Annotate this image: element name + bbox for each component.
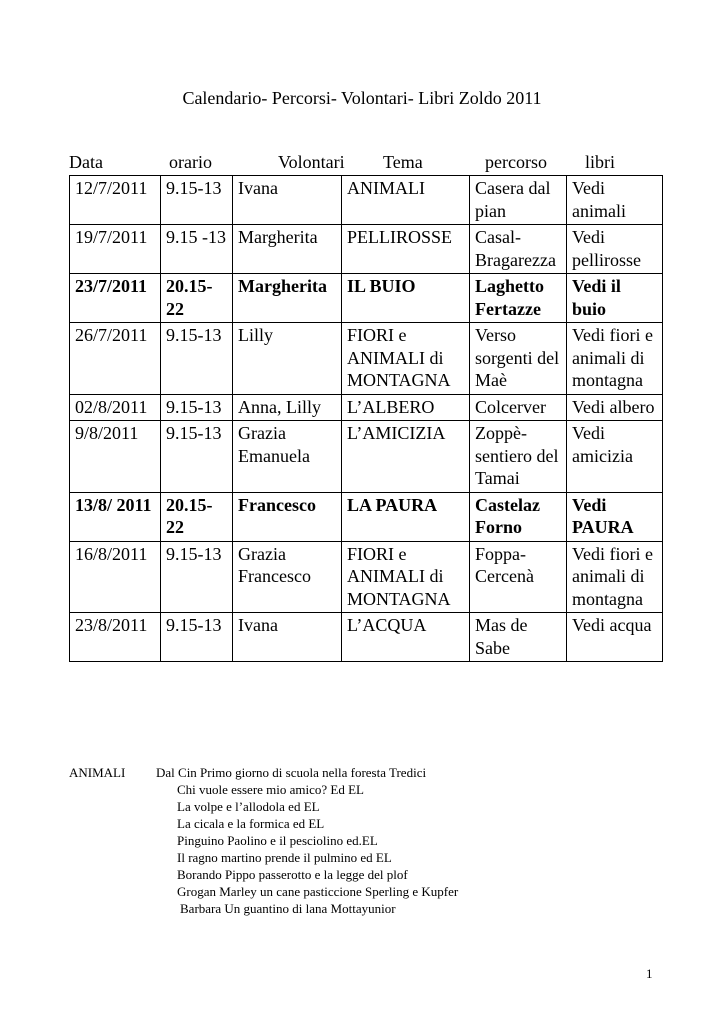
route-cell: Zoppè-sentiero del Tamai <box>470 421 567 493</box>
table-row <box>70 176 663 225</box>
volunteer-cell: Ivana <box>233 613 342 662</box>
schedule-table <box>69 175 663 662</box>
theme-cell: LA PAURA <box>342 492 470 541</box>
route-cell: Foppa-Cercenà <box>470 541 567 613</box>
books-cell: Vedi PAURA <box>567 492 663 541</box>
theme-cell: L’AMICIZIA <box>342 421 470 493</box>
route-cell: Verso sorgenti del Maè <box>470 323 567 395</box>
date-cell: 23/8/2011 <box>70 613 161 662</box>
table-row <box>70 492 663 541</box>
time-cell: 9.15-13 <box>161 613 233 662</box>
date-cell: 13/8/ 2011 <box>70 492 161 541</box>
books-cell: Vedi fiori e animali di montagna <box>567 541 663 613</box>
theme-cell: ANIMALI <box>342 176 470 225</box>
time-cell: 9.15-13 <box>161 323 233 395</box>
book-item: La volpe e l’allodola ed EL <box>177 799 320 814</box>
time-cell: 9.15-13 <box>161 421 233 493</box>
header-data: Data <box>69 152 103 172</box>
time-cell: 20.15-22 <box>161 274 233 323</box>
book-category: ANIMALI <box>69 765 126 780</box>
book-item: Il ragno martino prende il pulmino ed EL <box>177 850 392 865</box>
column-headers <box>0 152 724 176</box>
header-tema: Tema <box>383 152 423 172</box>
volunteer-cell: Lilly <box>233 323 342 395</box>
table-row <box>70 541 663 613</box>
page-number: 1 <box>646 966 653 981</box>
books-cell: Vedi amicizia <box>567 421 663 493</box>
table-row <box>70 225 663 274</box>
books-cell: Vedi fiori e animali di montagna <box>567 323 663 395</box>
header-volontari: Volontari <box>278 152 345 172</box>
volunteer-cell: Grazia Emanuela <box>233 421 342 493</box>
time-cell: 9.15-13 <box>161 541 233 613</box>
book-item: Pinguino Paolino e il pesciolino ed.EL <box>177 833 378 848</box>
theme-cell: L’ACQUA <box>342 613 470 662</box>
table-row <box>70 613 663 662</box>
table-row <box>70 274 663 323</box>
header-percorso: percorso <box>485 152 547 172</box>
table-row <box>70 421 663 493</box>
theme-cell: PELLIROSSE <box>342 225 470 274</box>
date-cell: 26/7/2011 <box>70 323 161 395</box>
books-cell: Vedi animali <box>567 176 663 225</box>
books-cell: Vedi albero <box>567 394 663 421</box>
date-cell: 12/7/2011 <box>70 176 161 225</box>
date-cell: 19/7/2011 <box>70 225 161 274</box>
table-row <box>70 394 663 421</box>
header-libri: libri <box>585 152 615 172</box>
volunteer-cell: Anna, Lilly <box>233 394 342 421</box>
route-cell: Casal-Bragarezza <box>470 225 567 274</box>
time-cell: 20.15-22 <box>161 492 233 541</box>
date-cell: 16/8/2011 <box>70 541 161 613</box>
date-cell: 02/8/2011 <box>70 394 161 421</box>
volunteer-cell: Margherita <box>233 274 342 323</box>
volunteer-cell: Francesco <box>233 492 342 541</box>
book-item: Chi vuole essere mio amico? Ed EL <box>177 782 365 797</box>
header-orario: orario <box>169 152 212 172</box>
volunteer-cell: Grazia Francesco <box>233 541 342 613</box>
theme-cell: FIORI e ANIMALI di MONTAGNA <box>342 323 470 395</box>
book-item: La cicala e la formica ed EL <box>177 816 325 831</box>
book-item: Dal Cin Primo giorno di scuola nella foresta Tredici <box>156 765 427 780</box>
book-item: Barbara Un guantino di lana Mottayunior <box>180 901 396 916</box>
theme-cell: IL BUIO <box>342 274 470 323</box>
date-cell: 23/7/2011 <box>70 274 161 323</box>
schedule-body <box>70 176 663 662</box>
table-row <box>70 323 663 395</box>
route-cell: Laghetto Fertazze <box>470 274 567 323</box>
time-cell: 9.15 -13 <box>161 225 233 274</box>
books-cell: Vedi pellirosse <box>567 225 663 274</box>
book-item: Grogan Marley un cane pasticcione Sperling e Kupfer <box>177 884 459 899</box>
page-title: Calendario- Percorsi- Volontari- Libri Zoldo 2011 <box>182 88 542 108</box>
book-item: Borando Pippo passerotto e la legge del plof <box>177 867 408 882</box>
time-cell: 9.15-13 <box>161 176 233 225</box>
route-cell: Colcerver <box>470 394 567 421</box>
theme-cell: L’ALBERO <box>342 394 470 421</box>
theme-cell: FIORI e ANIMALI di MONTAGNA <box>342 541 470 613</box>
route-cell: Mas de Sabe <box>470 613 567 662</box>
route-cell: Casera dal pian <box>470 176 567 225</box>
volunteer-cell: Ivana <box>233 176 342 225</box>
route-cell: Castelaz Forno <box>470 492 567 541</box>
books-cell: Vedi il buio <box>567 274 663 323</box>
time-cell: 9.15-13 <box>161 394 233 421</box>
date-cell: 9/8/2011 <box>70 421 161 493</box>
books-cell: Vedi acqua <box>567 613 663 662</box>
volunteer-cell: Margherita <box>233 225 342 274</box>
